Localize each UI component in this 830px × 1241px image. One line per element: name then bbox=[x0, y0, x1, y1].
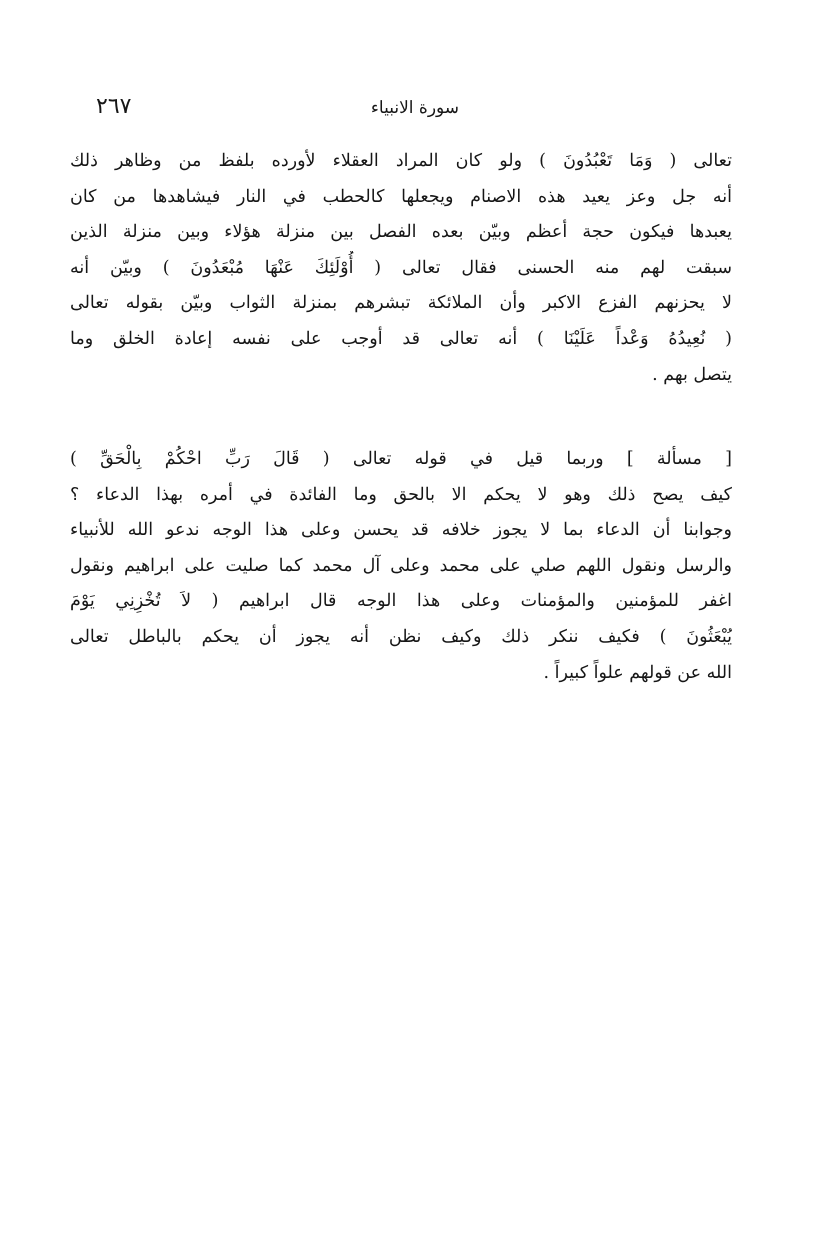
text-line: والرسل ونقول اللهم صلي على محمد وعلى آل محمد كما صليت على ابراهيم ونقول bbox=[70, 555, 732, 576]
text-line: يتصل بهم . bbox=[652, 364, 732, 385]
issue-label: [ مسألة ] bbox=[626, 449, 732, 469]
text-line bbox=[70, 442, 732, 478]
text-line: كيف يصح ذلك وهو لا يحكم الا بالحق وما الفائدة في أمره بهذا الدعاء ؟ bbox=[70, 484, 732, 505]
paragraph-2 bbox=[70, 442, 732, 691]
running-title: سورة الانبياء bbox=[370, 98, 460, 118]
page-number: ٢٦٧ bbox=[96, 94, 132, 119]
text-line: لا يحزنهم الفزع الاكبر وأن الملائكة تبشرهم بمنزلة الثواب وبيّن بقوله تعالى bbox=[70, 293, 732, 314]
text-line: اغفر للمؤمنين والمؤمنات وعلى هذا الوجه قال ابراهيم ( لاَ تُخْزِنِي يَوْمَ bbox=[70, 591, 732, 612]
text-line: ( نُعِيدُهُ وَعْداً عَلَيْنَا ) أنه تعالى قد أوجب على نفسه إعادة الخلق وما bbox=[70, 328, 732, 349]
page-header bbox=[90, 88, 740, 128]
text-line: وجوابنا أن الدعاء بما لا يجوز خلافه قد يحسن وعلى هذا الوجه ندعو الله للأنبياء bbox=[70, 520, 732, 541]
text-line: أنه جل وعز يعيد هذه الاصنام ويجعلها كالحطب في النار فيشاهدها من كان bbox=[70, 186, 732, 207]
text-line: الله عن قولهم علواً كبيراً . bbox=[543, 662, 732, 683]
text-line: يعبدها فيكون حجة أعظم وبيّن بعده الفصل بين منزلة هؤلاء وبين منزلة الذين bbox=[70, 222, 732, 243]
text-line: يُبْعَثُونَ ) فكيف ننكر ذلك وكيف نظن أنه يجوز أن يحكم بالباطل تعالى bbox=[70, 626, 732, 647]
text-line: تعالى ( وَمَا تَعْبُدُونَ ) ولو كان المراد العقلاء لأورده بلفظ من وظاهر ذلك bbox=[70, 151, 732, 171]
text-line-content: وربما قيل في قوله تعالى ( قَالَ رَبِّ احْكُمْ بِالْحَقِّ ) bbox=[70, 449, 604, 469]
text-line: سبقت لهم منه الحسنى فقال تعالى ( أُوْلَئِكَ عَنْهَا مُبْعَدُونَ ) وبيّن أنه bbox=[70, 257, 732, 278]
paragraph-1 bbox=[70, 144, 732, 393]
